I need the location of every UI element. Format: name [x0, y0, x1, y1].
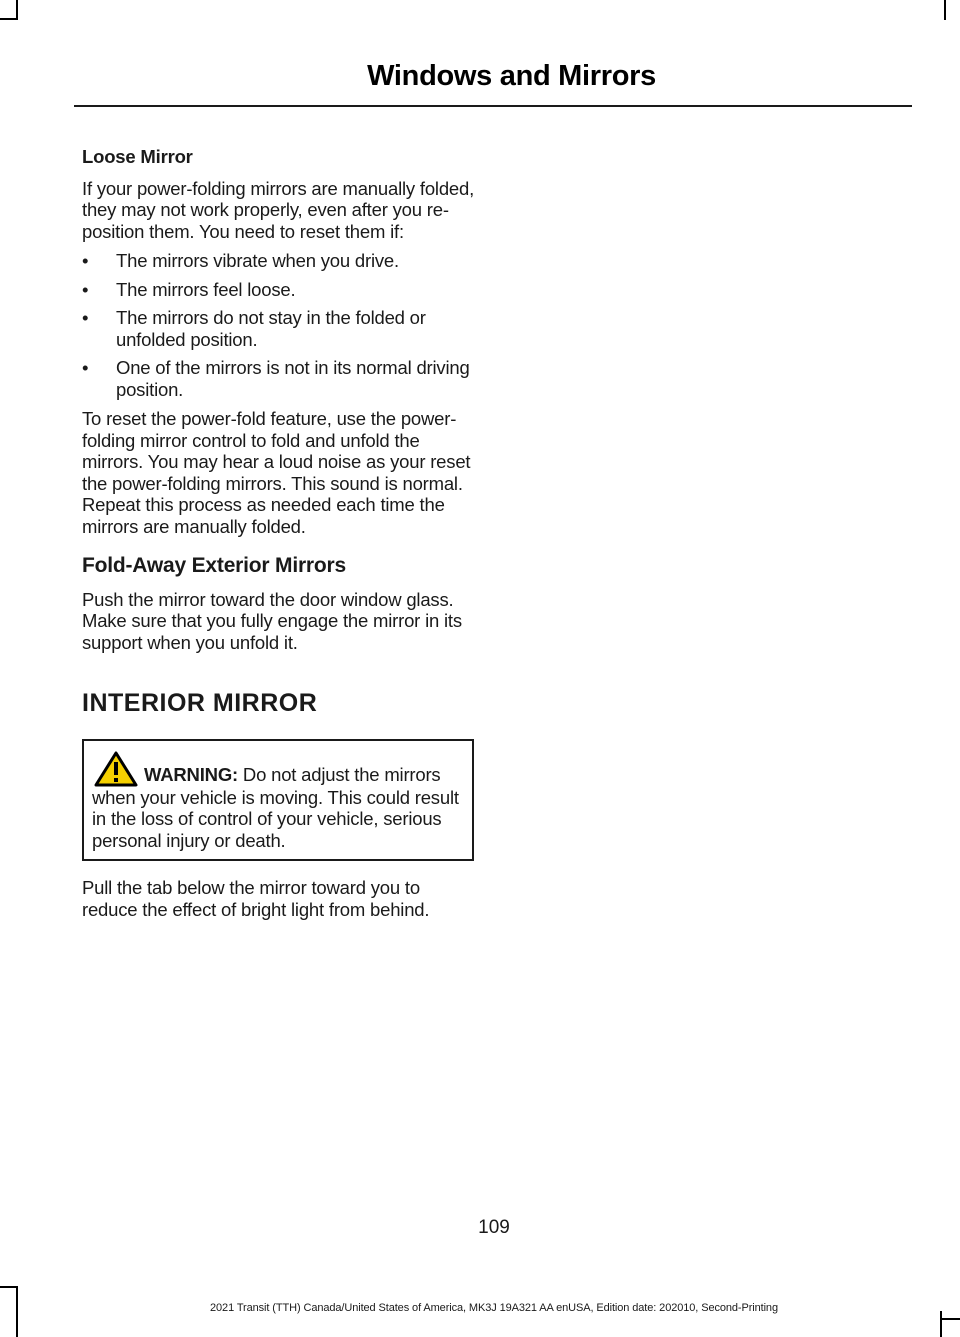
crop-mark: [940, 1311, 942, 1337]
warning-box: [82, 739, 474, 862]
content-column: [82, 146, 478, 928]
warning-text: Do not adjust the mirrors when your vehicle is moving. This could result in the loss of control of your vehicle, serious personal injury or death.: [92, 763, 459, 851]
crop-mark: [940, 1318, 960, 1320]
list-item: • The mirrors vibrate when you drive.: [82, 250, 478, 272]
loose-mirror-list: [82, 250, 478, 400]
warning-triangle-icon: [94, 751, 138, 787]
page-number: 109: [478, 1217, 510, 1238]
loose-mirror-heading: Loose Mirror: [82, 146, 193, 167]
reset-instructions: To reset the power-fold feature, use the power-folding mirror control to fold and unfold the mirrors. You may hear a loud noise as your reset the power-folding mirrors. This sound is normal. Repeat this process as needed each time the mirrors are manually folded.: [82, 408, 471, 537]
list-item: • One of the mirrors is not in its normal driving position.: [82, 357, 478, 400]
loose-mirror-intro: If your power-folding mirrors are manually folded, they may not work properly, even after you re-position them. You need to reset them if:: [82, 177, 475, 242]
footer: 2021 Transit (TTH) Canada/United States of America, MK3J 19A321 AA enUSA, Edition date: 202010, Second-Printing: [210, 1302, 778, 1314]
interior-mirror-heading: INTERIOR MIRROR: [82, 689, 318, 717]
fold-away-heading: Fold-Away Exterior Mirrors: [82, 554, 346, 577]
list-item: • The mirrors feel loose.: [82, 279, 478, 301]
crop-mark: [0, 1286, 18, 1288]
list-item: • The mirrors do not stay in the folded or unfolded position.: [82, 307, 478, 350]
crop-mark: [944, 0, 946, 20]
crop-mark: [0, 18, 18, 20]
header-rule: [74, 105, 912, 107]
section-header: Windows and Mirrors: [367, 60, 656, 92]
warning-label: WARNING:: [144, 763, 238, 785]
crop-mark: [16, 0, 18, 20]
interior-mirror-text: Pull the tab below the mirror toward you to reduce the effect of bright light from behind.: [82, 877, 430, 920]
fold-away-text: Push the mirror toward the door window glass. Make sure that you fully engage the mirror in its support when you unfold it.: [82, 588, 462, 653]
